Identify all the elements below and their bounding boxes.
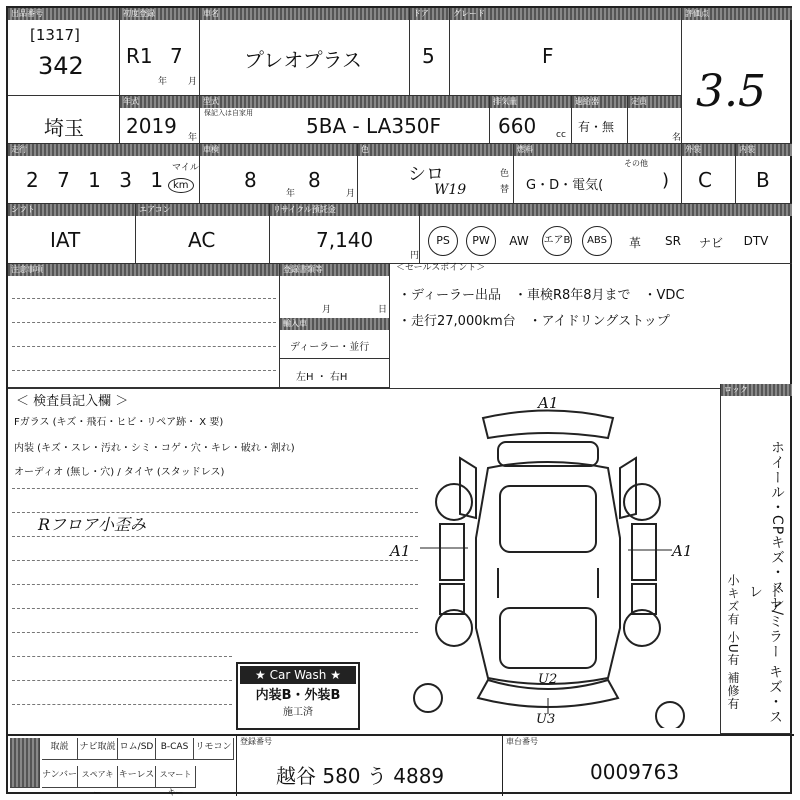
cc-value: 660 <box>498 114 537 138</box>
equip-abs: ABS <box>578 226 616 256</box>
lot-tag: [1317] <box>30 26 80 44</box>
inspector-line-1: Fガラス (キズ・飛石・ヒビ・リペア跡・ X 要) <box>14 417 224 428</box>
color-cell <box>358 144 514 204</box>
model-year-value: 2019 <box>126 114 177 138</box>
int-value: B <box>756 168 770 192</box>
carwash-title: ★ Car Wash ★ <box>240 666 356 684</box>
capacity-header: 定員 <box>628 96 681 108</box>
equip-leather: 革 <box>628 236 641 250</box>
color-value: シロ <box>408 164 444 185</box>
ac-header: エアコン <box>136 204 269 216</box>
shift-cell <box>8 204 136 264</box>
side-header: ロック <box>721 384 792 396</box>
ext-cell <box>682 144 736 204</box>
footer-keyless: キーレス <box>118 766 156 788</box>
equip-sr: SR <box>665 234 681 248</box>
caution-cell <box>8 264 280 388</box>
damage-u3: U3 <box>536 712 556 727</box>
inspection-cell <box>200 144 358 204</box>
doors-value: 5 <box>422 44 435 68</box>
footer-remote: リモコン <box>194 738 234 760</box>
type-value: 5BA - LA350F <box>306 114 442 138</box>
footer-spare-key: スペアキー <box>78 766 118 788</box>
type-cell <box>200 96 490 144</box>
lot-cell <box>8 8 120 96</box>
equip-navi: ナビ <box>698 236 723 250</box>
mileage-value: 2 7 1 3 1 <box>26 168 170 192</box>
side-text-1: ホイール・CPキズ・スレ/ <box>769 440 785 616</box>
inspector-line-3: オーディオ (無し・穴) / タイヤ (スタッドレス) <box>14 467 225 478</box>
plate-label: 登録番号 <box>240 737 272 746</box>
footer-plate: ナンバー <box>42 766 78 788</box>
color-unit-a: 色 <box>500 169 510 179</box>
mile-unit: マイル <box>172 163 199 173</box>
auction-sheet <box>6 6 792 797</box>
sales-label: ＜セールスポイント＞ <box>396 263 486 273</box>
damage-a1-left: A1 <box>390 542 411 560</box>
mileage-header: 走行 <box>8 144 199 156</box>
carwash-grade: 内装B・外装B <box>255 688 341 703</box>
carwash-done: 施工済 <box>283 707 313 718</box>
fuel-other-label: その他 <box>624 159 648 168</box>
lot-header: 出品番号 <box>8 8 119 20</box>
region-value: 埼玉 <box>44 116 84 140</box>
damage-u2: U2 <box>538 672 558 687</box>
fuel-header: 燃料 <box>514 144 681 156</box>
equip-aw: AW <box>509 234 529 248</box>
score-header: 評価点 <box>682 8 792 20</box>
first-reg-era: R1 <box>126 44 153 68</box>
ext-value: C <box>698 168 712 192</box>
car-name-cell <box>200 8 410 96</box>
turbo-header: 過給器 <box>572 96 627 108</box>
turbo-value: 有・無 <box>578 120 615 134</box>
dealer-value: ディーラー・並行 <box>290 342 370 353</box>
side-text-2: ドアミラー キズ・スレ <box>747 584 783 725</box>
recycle-header: リサイクル預託金 <box>270 204 419 216</box>
doors-header: ドア <box>410 8 449 20</box>
cert-cell <box>280 264 390 388</box>
vin-value: 0009763 <box>590 760 680 784</box>
cert-month: 月 <box>322 305 332 315</box>
grade-header: グレード <box>450 8 681 20</box>
model-year-cell <box>120 96 200 144</box>
shift-header: シフト <box>8 204 135 216</box>
damage-a1-right: A1 <box>672 542 693 560</box>
carwash-stamp <box>236 662 360 730</box>
equip-airbag: エアB <box>538 226 576 256</box>
tsuki-label: 月 <box>188 77 198 87</box>
lot-number: 342 <box>38 52 84 80</box>
fuel-close: ) <box>662 170 670 191</box>
footer-smart-key: スマートキー <box>156 766 196 788</box>
footer-rom-sd: ロム/SD <box>118 738 156 760</box>
inspection-header: 車検 <box>200 144 357 156</box>
capacity-unit: 名 <box>672 133 682 143</box>
footer-manual: 取説 <box>42 738 78 760</box>
side-text-3: 小キズ有 小U有 補修有 <box>726 574 740 711</box>
capacity-cell <box>628 96 682 144</box>
equip-ps: PS <box>424 226 462 256</box>
inspector-title: ＜ 検査員記入欄 ＞ <box>16 394 129 409</box>
first-reg-month: 7 <box>170 44 183 68</box>
recycle-unit: 円 <box>410 251 420 261</box>
footer-navi-manual: ナビ取説 <box>78 738 118 760</box>
inspection-year: 8 <box>244 168 257 192</box>
model-year-header: 年式 <box>120 96 199 108</box>
nen-label: 年 <box>158 77 168 87</box>
turbo-cell <box>572 96 628 144</box>
handle-value: 左H ・ 右H <box>296 372 348 383</box>
equip-pw: PW <box>462 226 500 256</box>
cc-cell <box>490 96 572 144</box>
plate-value: 越谷 580 う 4889 <box>276 764 445 788</box>
cc-unit: cc <box>556 130 566 140</box>
equipment-header <box>420 204 792 216</box>
cert-header: 登録書類等 <box>280 264 389 276</box>
cc-header: 排気量 <box>490 96 571 108</box>
int-header: 内装 <box>736 144 792 156</box>
type-header: 型式 <box>200 96 489 108</box>
shift-value: IAT <box>50 228 81 252</box>
color-header: 色 <box>358 144 513 156</box>
inspection-month: 8 <box>308 168 321 192</box>
car-name-header: 車名 <box>200 8 409 20</box>
footer-bcas: B-CAS <box>156 738 194 760</box>
inspection-tsuki: 月 <box>346 189 356 199</box>
sales-point-2: ・走行27,000km台 ・アイドリングストップ <box>398 314 670 329</box>
inspector-handwritten: Rフロア小歪み <box>38 515 147 534</box>
ext-header: 外装 <box>682 144 735 156</box>
first-reg-header: 初度登録 <box>120 8 199 20</box>
score-cell <box>682 8 792 144</box>
recycle-value: 7,140 <box>316 228 374 252</box>
grade-cell <box>450 8 682 96</box>
ac-cell <box>136 204 270 264</box>
score-value: 3.5 <box>696 66 766 117</box>
color-code: W19 <box>434 182 467 198</box>
model-year-nen: 年 <box>188 133 198 143</box>
sales-point-1: ・ディーラー出品 ・車検R8年8月まで ・VDC <box>398 288 685 303</box>
recycle-cell <box>270 204 420 264</box>
inspection-nen: 年 <box>286 189 296 199</box>
km-unit-circled: km <box>168 178 194 193</box>
region-header: 陸事 <box>11 97 27 106</box>
equip-dtv: DTV <box>743 234 769 248</box>
inspector-line-2: 内装 (キズ・スレ・汚れ・シミ・コゲ・穴・キレ・破れ・割れ) <box>14 443 295 454</box>
side-column <box>720 384 792 734</box>
cert-day: 日 <box>378 305 388 315</box>
footer-stub <box>10 738 40 788</box>
model-year-note: 保記入は自家用 <box>204 109 253 117</box>
damage-a1-top: A1 <box>538 394 559 412</box>
fuel-cell <box>514 144 682 204</box>
color-unit-b: 替 <box>500 185 510 195</box>
region-cell <box>8 96 120 144</box>
caution-header: 注意事項 <box>8 264 279 276</box>
first-reg-cell <box>120 8 200 96</box>
doors-cell <box>410 8 450 96</box>
int-cell <box>736 144 792 204</box>
fuel-value: G・D・電気( <box>526 178 604 193</box>
dealer-header: 輸入車 <box>280 318 389 330</box>
vin-label: 車台番号 <box>506 737 538 746</box>
grade-value: F <box>542 44 554 68</box>
car-name: プレオプラス <box>244 48 362 72</box>
mileage-cell <box>8 144 200 204</box>
ac-value: AC <box>188 228 216 252</box>
